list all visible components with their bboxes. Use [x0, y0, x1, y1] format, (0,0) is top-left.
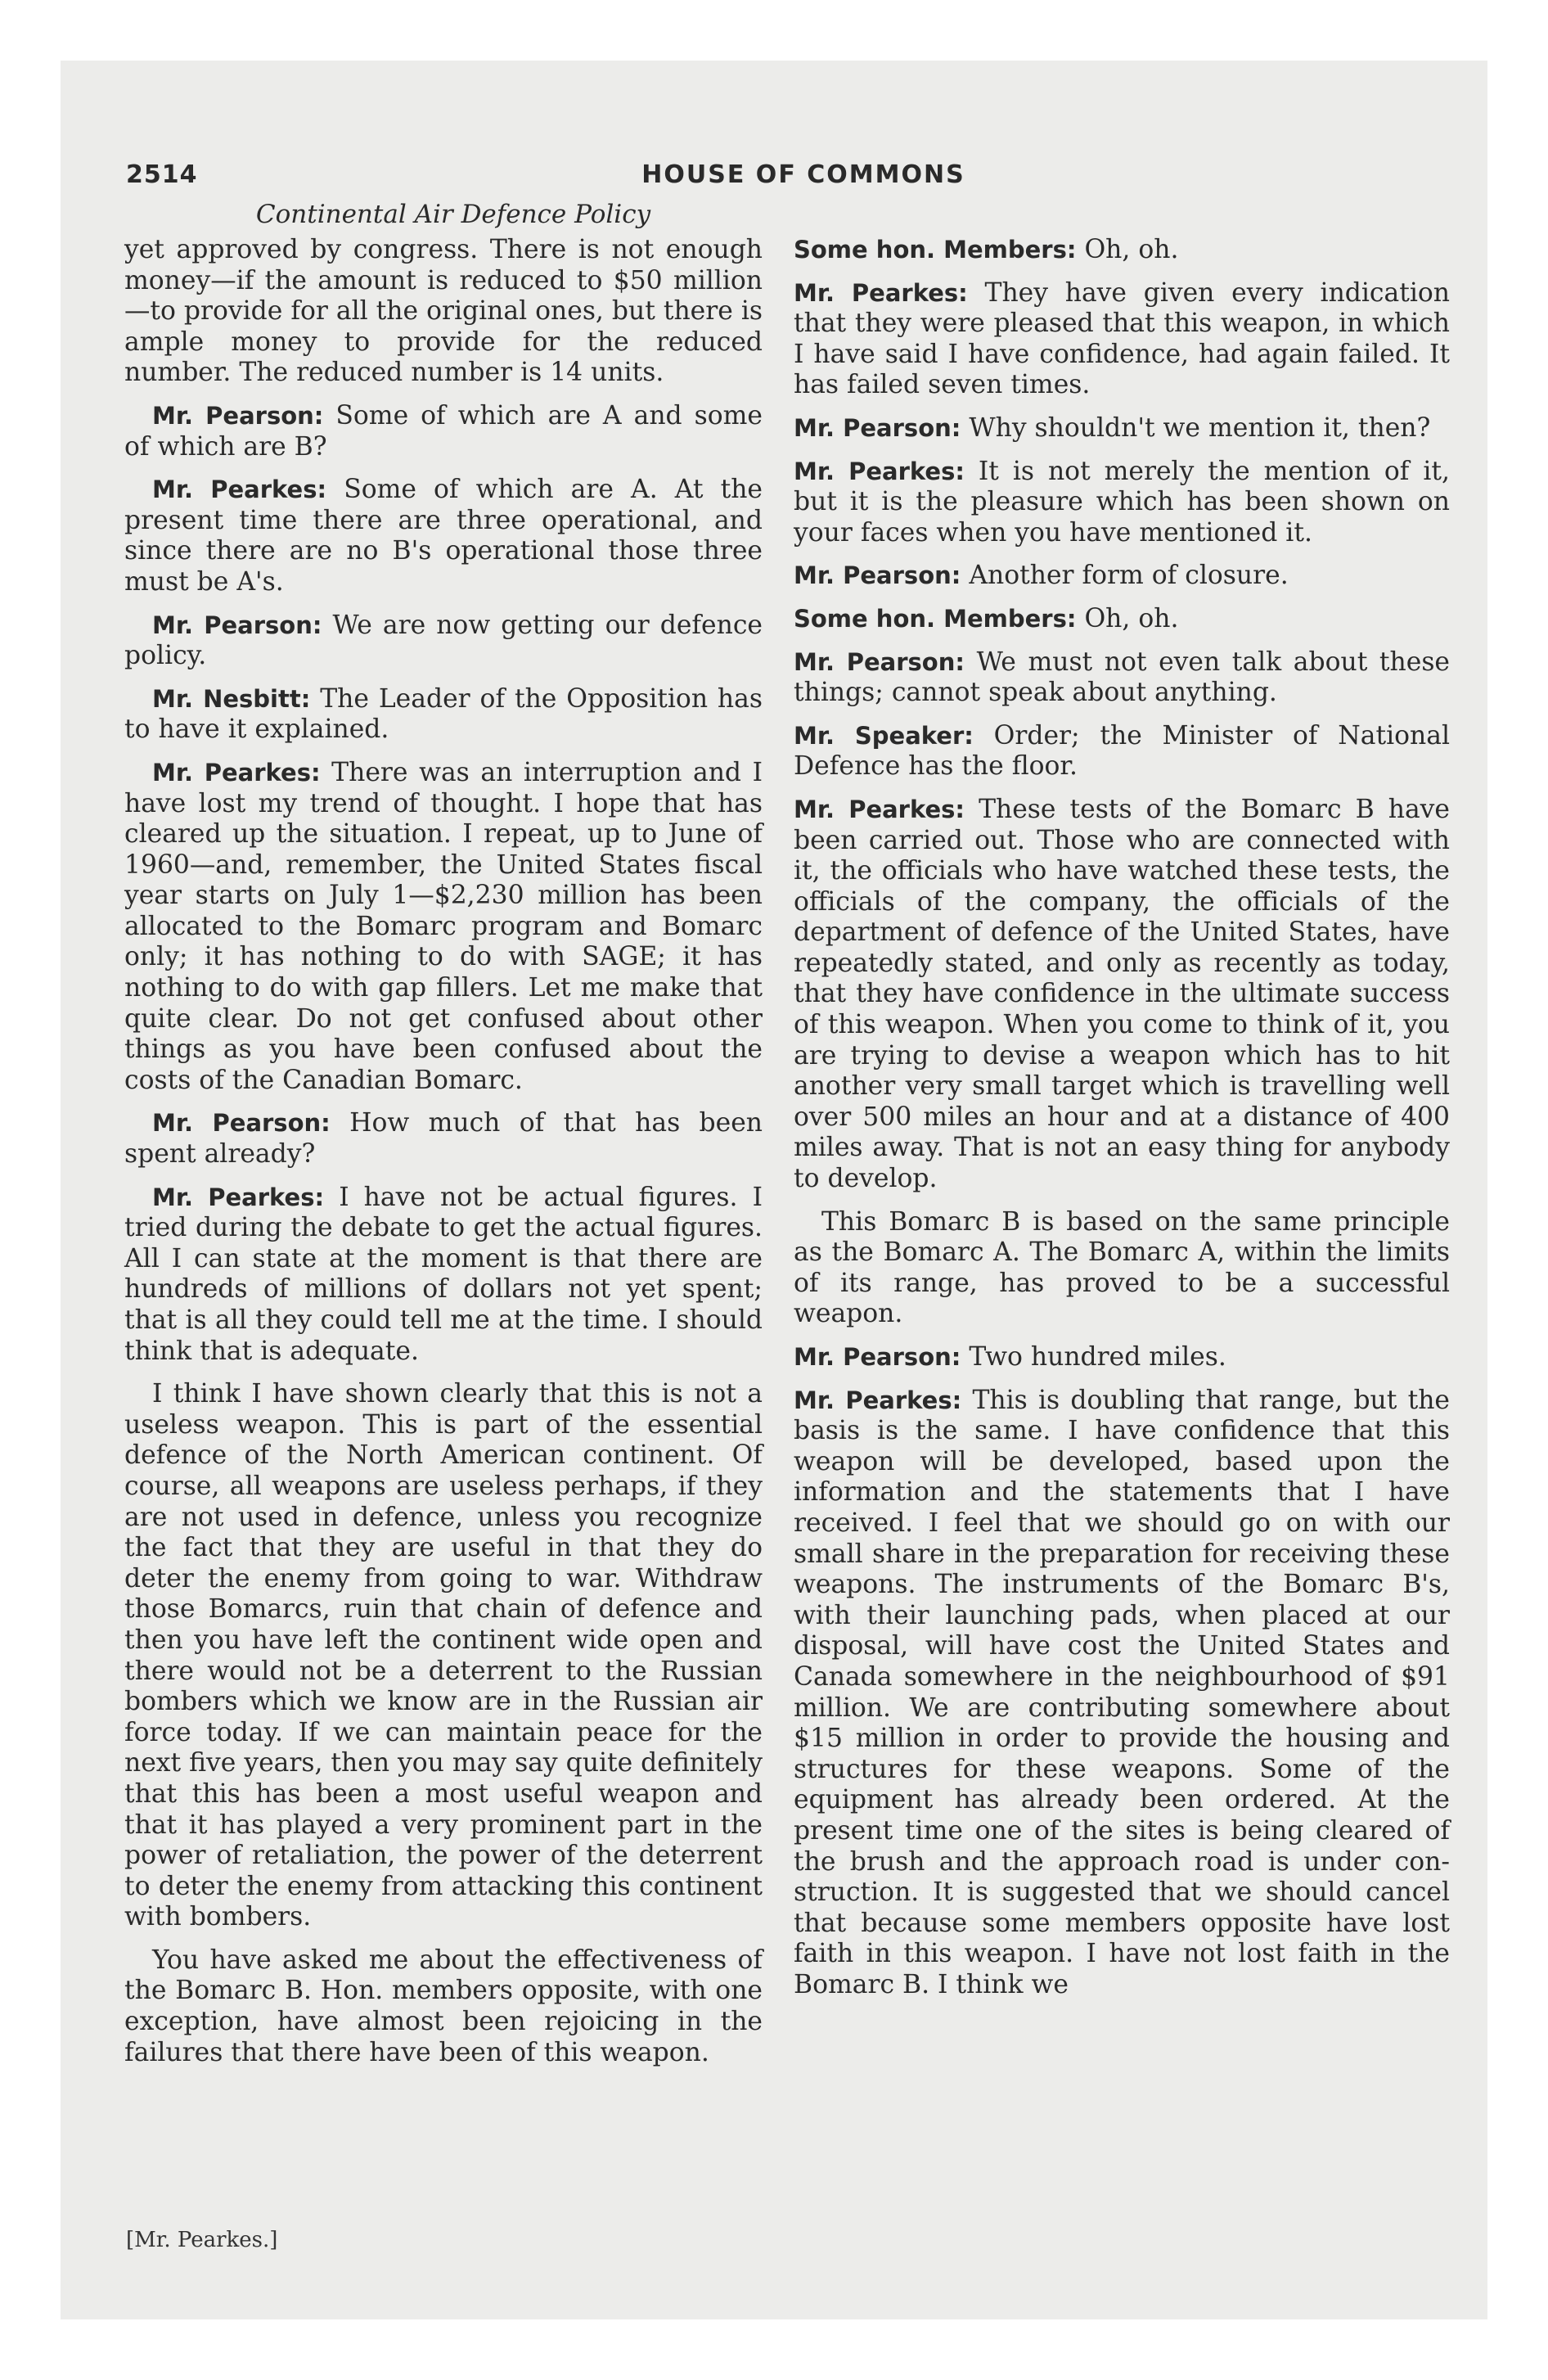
paragraph [124, 1945, 763, 2068]
speaker-name: Mr. Pearson: [152, 611, 322, 639]
speaker-name: Mr. Pearson: [794, 561, 961, 590]
speech-text: Why shouldn't we mention it, then? [969, 412, 1431, 443]
speech-text: There was an interruption and I have lost my trend of thought. I hope that has cleared up the situation. I repeat, up to June of 1960—and, remember, the United States fiscal year starts on July 1—$2,230 million has been allocated to the Bomarc program and Bomarc only; it has nothing to do with SAGE; it has nothing to do with gap fillers. Let me make that quite clear. Do not get confused about other things as you have been confused about the costs of the Canadian Bomarc. [124, 757, 763, 1095]
speech-text: This is doubling that range, but the basis is the same. I have confidence that this weapon will be developed, based upon the information and the statements that I have received. I feel that we should go on with our small share in the preparation for receiving these weapons. The instruments of the Bomarc B's, with their launching pads, when placed at our disposal, will have cost the United States and Canada somewhere in the neighbourhood of $91 million. We are contributing somewhere about $15 million in order to provide the housing and structures for these weapons. Some of the equipment has already been ordered. At the present time one of the sites is being cleared of the brush and the approach road is under construction. It is suggested that we should cancel that because some members opposite have lost faith in this weapon. I have not lost faith in the Bomarc B. I think we [794, 1385, 1451, 1999]
paragraph [124, 235, 763, 389]
speaker-attribution-footer: [Mr. Pearkes.] [126, 2228, 278, 2252]
paragraph [794, 561, 1450, 592]
speaker-name: Some hon. Members: [794, 236, 1077, 264]
speaker-name: Mr. Pearson: [794, 1343, 961, 1371]
paragraph [794, 795, 1450, 1195]
paragraph [794, 1386, 1450, 2001]
paragraph [794, 278, 1450, 401]
section-subtitle: Continental Air Defence Policy [255, 200, 651, 229]
left-column [124, 235, 763, 2080]
page-number: 2514 [126, 160, 198, 189]
speaker-name: Mr. Pearson: [152, 1109, 331, 1138]
speech-text: How much of that has been spent already? [124, 1108, 763, 1170]
speech-text: They have given every indication that they were pleased that this weapon, in which I have said I have confidence, had again failed. It has failed seven times. [794, 277, 1450, 400]
running-title: HOUSE OF COMMONS [641, 160, 965, 189]
speaker-name: Mr. Pearkes: [794, 1386, 962, 1414]
speaker-name: Mr. Pearson: [152, 401, 324, 430]
paragraph [794, 413, 1450, 444]
page-header [126, 156, 1432, 205]
speech-text: We are now getting our defence policy. [124, 610, 763, 671]
speech-text: Some of which are A and some of which are B? [124, 400, 763, 462]
speaker-name: Some hon. Members: [794, 604, 1077, 633]
paragraph [124, 1379, 763, 1933]
paragraph [794, 235, 1450, 266]
speech-text: This Bomarc B is based on the same principle as the Bomarc A. The Bomarc A, within the limits of its range, has proved to be a successful weapon. [794, 1206, 1450, 1329]
paragraph [794, 721, 1450, 782]
paragraph [124, 1108, 763, 1170]
speech-text: Two hundred miles. [969, 1342, 1226, 1372]
paragraph [794, 604, 1450, 635]
speech-text: The Leader of the Opposition has to have it explained. [124, 683, 763, 745]
speech-text: I have not be actual figures. I tried during the debate to get the actual figures. All I can state at the moment is that there are hundreds of millions of dollars not yet spent; that is all they could tell me at the time. I should think that is adequate. [124, 1182, 763, 1366]
speech-text: yet approved by congress. There is not enough money—if the amount is reduced to $50 million—to provide for all the original ones, but there is ample money to provide for the reduced number. The reduced number is 14 units. [124, 235, 763, 388]
speaker-name: Mr. Pearkes: [152, 476, 327, 504]
speaker-name: Mr. Pearkes: [794, 278, 968, 307]
speech-text: It is not merely the mention of it, but it is the pleasure which has been shown on your faces when you have mentioned it. [794, 456, 1450, 548]
paragraph [794, 1342, 1450, 1373]
speaker-name: Mr. Pearkes: [152, 758, 321, 787]
speech-text: You have asked me about the effectiveness of the Bomarc B. Hon. members opposite, with one exception, have almost been rejoicing in the failures that there have been of this weapon. [124, 1945, 763, 2067]
speech-text: Order; the Minister of National Defence has the floor. [794, 720, 1450, 782]
speaker-name: Mr. Pearkes: [794, 457, 965, 485]
speech-text: I think I have shown clearly that this is not a useless weapon. This is part of the essential defence of the North American continent. Of course, all weapons are useless perhaps, if they are not used in defence, unless you recognize the fact that they are useful in that they do deter the enemy from going to war. Withdraw those Bomarcs, ruin that chain of defence and then you have left the continent wide open and there would not be a deterrent to the Russian bombers which we know are in the Russian air force today. If we can maintain peace for the next five years, then you may say quite definitely that this has been a most useful weapon and that it has played a very prominent part in the power of retaliation, the power of the deterrent to deter the enemy from attacking this continent with bombers. [124, 1379, 763, 1932]
paragraph [124, 684, 763, 746]
speaker-name: Mr. Pearkes: [794, 795, 965, 823]
right-column [794, 235, 1450, 2013]
paragraph [794, 1207, 1450, 1330]
speech-text: Another form of closure. [969, 561, 1289, 591]
speaker-name: Mr. Pearson: [794, 413, 961, 442]
paragraph [124, 1183, 763, 1368]
speech-text: These tests of the Bomarc B have been carried out. Those who are connected with it, the officials who have watched these tests, the officials of the company, the officials of the department of defence of the United States, have repeatedly stated, and only as recently as today, that they have confidence in the ultimate success of this weapon. When you come to think of it, you are trying to devise a weapon which has to hit another very small target which is travelling well over 500 miles an hour and at a distance of 400 miles away. That is not an easy thing for anybody to develop. [794, 794, 1450, 1194]
speech-text: Oh, oh. [1084, 603, 1179, 633]
paragraph [124, 758, 763, 1097]
speech-text: We must not even talk about these things; cannot speak about anything. [794, 647, 1451, 708]
paragraph [124, 401, 763, 462]
paragraph [124, 475, 763, 597]
paragraph [794, 647, 1450, 709]
paragraph [124, 611, 763, 672]
speaker-name: Mr. Pearkes: [152, 1183, 325, 1211]
speaker-name: Mr. Speaker: [794, 721, 974, 750]
paragraph [794, 457, 1450, 549]
speech-text: Oh, oh. [1084, 235, 1179, 264]
speaker-name: Mr. Nesbitt: [152, 684, 311, 713]
speaker-name: Mr. Pearson: [794, 647, 965, 676]
speech-text: Some of which are A. At the present time there are three operational, and since there are no B's operational those three must be A's. [124, 475, 763, 597]
